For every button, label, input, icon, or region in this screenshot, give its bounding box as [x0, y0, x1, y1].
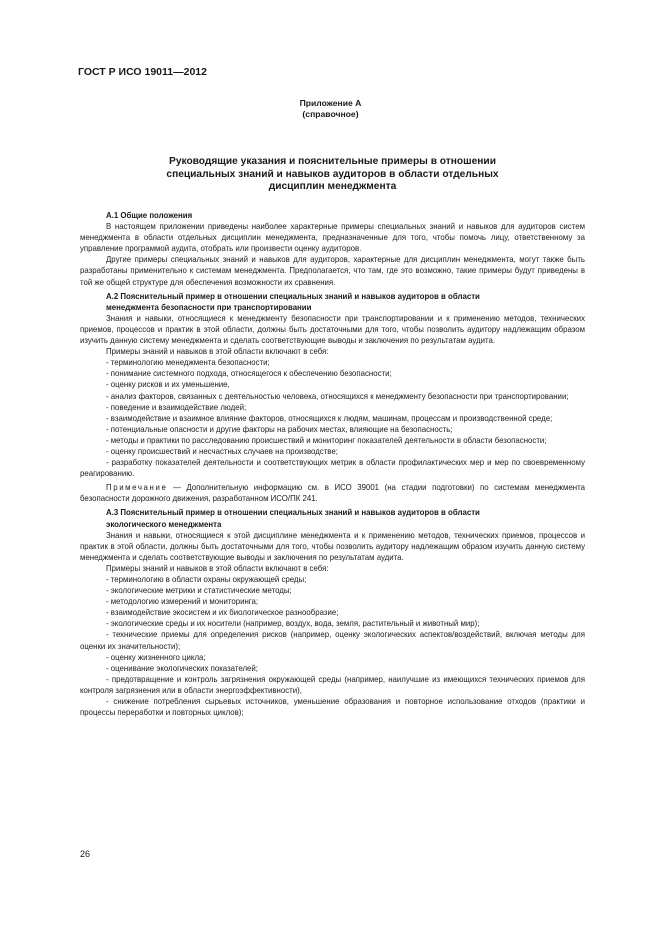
section-a3-heading-line2: экологического менеджмента: [106, 519, 222, 529]
annex-type: (справочное): [302, 109, 359, 119]
section-a3-heading-line1: А.3 Пояснительный пример в отношении специальных знаний и навыков аудиторов в области: [106, 508, 480, 518]
list-item: - предотвращение и контроль загрязнения окружающей среды (например, наилучшие из имеющихся технических приемов для контроля загрязнения или в области энергоэффективности),: [80, 674, 585, 695]
section-a3-examples-intro: Примеры знаний и навыков в этой области включают в себя:: [106, 563, 329, 573]
section-a2-heading-line1: А.2 Пояснительный пример в отношении специальных знаний и навыков аудиторов в области: [106, 291, 480, 301]
section-a3-intro: Знания и навыки, относящиеся к этой дисциплине менеджмента и к применению методов, технических приемов, процессов и практик в этой области, должны быть достаточными для того, чтобы позволить аудитору надлежащим образом изучить данную систему менеджмента и сделать соответствующие выводы и заключения по результатам аудита.: [80, 530, 585, 562]
list-item: - методы и практики по расследованию происшествий и мониторинг показателей деятельности в области безопасности;: [106, 435, 547, 445]
list-item: - методологию измерений и мониторинга;: [106, 597, 259, 607]
list-item: - экологические метрики и статистические методы;: [106, 586, 292, 596]
list-item: - потенциальные опасности и другие факторы на рабочих местах, влияющие на безопасность;: [106, 424, 453, 434]
list-item: - оценивание экологических показателей;: [106, 663, 258, 673]
list-item: - экологические среды и их носители (например, воздух, вода, земля, растительный и животный мир);: [106, 619, 480, 629]
list-item: - разработку показателей деятельности и соответствующих метрик в области профилактических мер и мер по своевременному реагированию.: [80, 458, 585, 479]
section-a2-heading-line2: менеджмента безопасности при транспортировании: [106, 302, 312, 312]
list-item: - технические приемы для определения рисков (например, оценку экологических аспектов/воздействий, включая методы для оценки их значительности);: [80, 630, 585, 651]
document-code: ГОСТ Р ИСО 19011—2012: [78, 66, 207, 78]
page-number: 26: [80, 849, 91, 859]
list-item: - терминологию менеджмента безопасности;: [106, 358, 270, 368]
section-a1-heading: А.1 Общие положения: [106, 211, 193, 220]
document-body: [80, 210, 585, 718]
list-item: - оценку жизненного цикла;: [106, 652, 206, 662]
list-item: - терминологию в области охраны окружающей среды;: [106, 575, 307, 584]
section-a1-paragraph-1: В настоящем приложении приведены наиболее характерные примеры специальных знаний и навыков для аудиторов систем менеджмента в области отдельных дисциплин менеджмента, предназначенные для того, чтобы помочь лицу, ответственному за управление программой аудита, отобрать или произвести оценку аудиторов.: [80, 222, 585, 254]
section-a2-intro: Знания и навыки, относящиеся к менеджменту безопасности при транспортировании и к применению методов, технических приемов, процессов и практик в этой области, должны быть достаточными для того, чтобы позволить аудитору надлежащим образом изучить данную систему менеджмента и сделать соответствующие выводы и заключения по результатам аудита.: [80, 313, 585, 346]
list-item: - понимание системного подхода, относящегося к обеспечению безопасности;: [106, 369, 392, 379]
list-item: - оценку рисков и их уменьшение,: [106, 380, 230, 390]
list-item: - снижение потребления сырьевых источников, уменьшение образования и повторное использование отходов (практики и процессы переработки и повторных циклов);: [80, 697, 585, 718]
annex-title: Руководящие указания и пояснительные примеры в отношении специальных знаний и навыков аудиторов в области отдельных дисциплин менеджмента: [166, 156, 499, 192]
note-text: — Дополнительную информацию см. в ИСО 39001 (на стадии подготовки) по системам менеджмента безопасности дорожного движения, разработанном ИСО/ПК 241.: [80, 483, 585, 504]
list-item: - взаимодействие и взаимное влияние факторов, относящихся к людям, машинам, процессам и производственной среде;: [106, 413, 553, 423]
section-a2-note: [80, 482, 585, 504]
annex-name: Приложение А: [299, 98, 362, 108]
list-item: - взаимодействие экосистем и их биологическое разнообразие;: [106, 608, 339, 618]
list-item: - анализ факторов, связанных с деятельностью человека, относящихся к менеджменту безопасности при транспортировании;: [106, 391, 569, 401]
annex-header: [0, 98, 661, 120]
list-item: - оценку происшествий и несчастных случаев на производстве;: [106, 446, 338, 456]
list-item: - поведение и взаимодействие людей;: [106, 402, 247, 412]
section-a3-heading: [80, 507, 585, 529]
section-a2-heading: [80, 291, 585, 313]
note-label: Примечание: [106, 483, 168, 493]
section-a1-paragraph-2: Другие примеры специальных знаний и навыков для аудиторов, характерные для дисциплин менеджмента, могут также быть разработаны применительно к системам менеджмента. Предполагается, что там, где это возможно, такие примеры будут приведены в той же общей структуре для обеспечения возможности их сравнения.: [80, 255, 585, 287]
section-a2-examples-intro: Примеры знаний и навыков в этой области включают в себя:: [106, 347, 329, 357]
